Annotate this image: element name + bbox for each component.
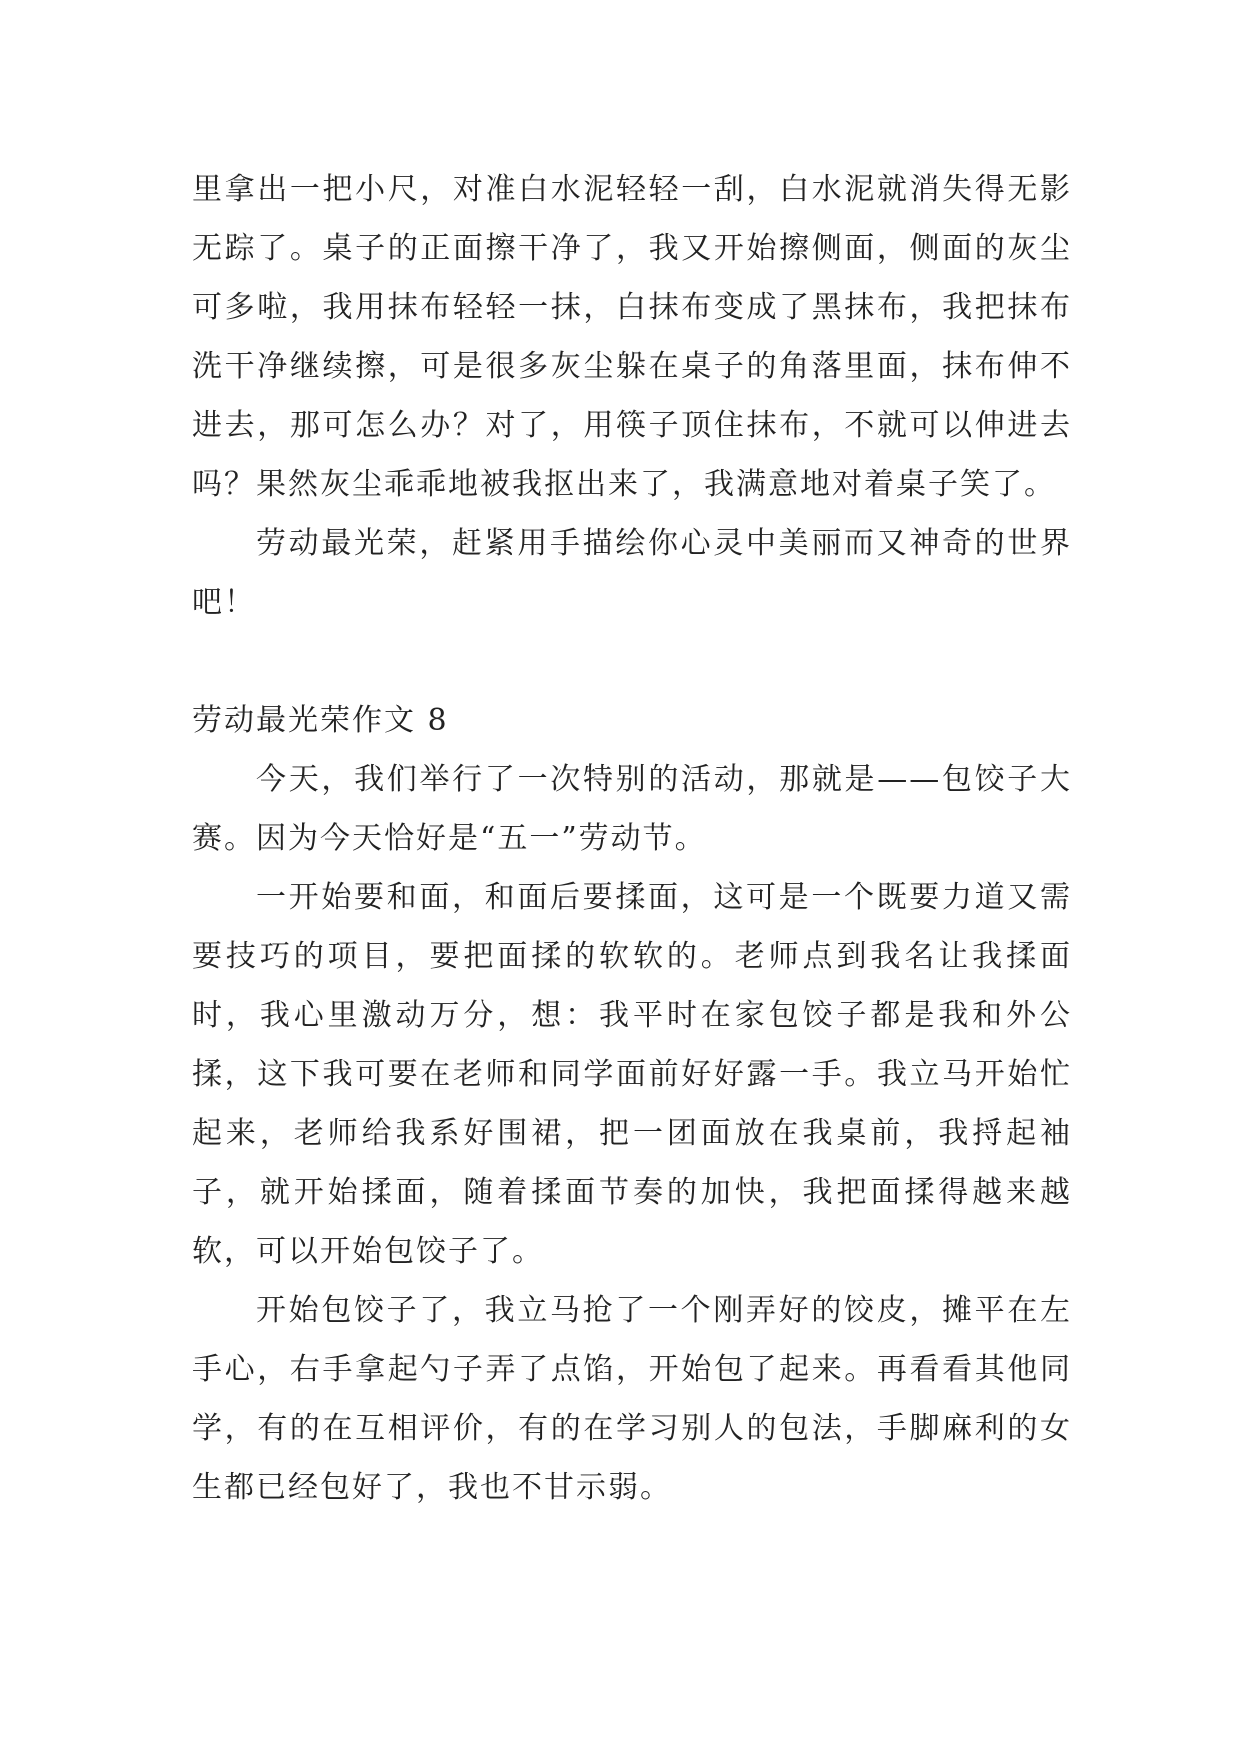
essay-title: 劳动最光荣作文 8	[192, 703, 449, 738]
essay-paragraph-3: 开始包饺子了，我立马抢了一个刚弄好的饺皮，摊平在左手心，右手拿起勺子弄了点馅，开始包了起来。再看看其他同学，有的在互相评价，有的在学习别人的包法，手脚麻利的女生都已经包好了，我也不甘示弱。	[192, 1293, 1072, 1505]
essay-paragraph-2: 一开始要和面，和面后要揉面，这可是一个既要力道又需要技巧的项目，要把面揉的软软的。老师点到我名让我揉面时，我心里激动万分，想：我平时在家包饺子都是我和外公揉，这下我可要在老师和同学面前好好露一手。我立马开始忙起来，老师给我系好围裙，把一团面放在我桌前，我捋起袖子，就开始揉面，随着揉面节奏的加快，我把面揉得越来越软，可以开始包饺子了。	[192, 880, 1072, 1269]
section-gap	[192, 632, 1072, 691]
document-page	[192, 160, 1072, 1517]
continued-paragraph: 里拿出一把小尺，对准白水泥轻轻一刮，白水泥就消失得无影无踪了。桌子的正面擦干净了，我又开始擦侧面，侧面的灰尘可多啦，我用抹布轻轻一抹，白抹布变成了黑抹布，我把抹布洗干净继续擦，可是很多灰尘躲在桌子的角落里面，抹布伸不进去，那可怎么办？对了，用筷子顶住抹布，不就可以伸进去吗？果然灰尘乖乖地被我抠出来了，我满意地对着桌子笑了。	[192, 172, 1072, 502]
closing-paragraph: 劳动最光荣，赶紧用手描绘你心灵中美丽而又神奇的世界吧！	[192, 526, 1072, 620]
essay-paragraph-1: 今天，我们举行了一次特别的活动，那就是——包饺子大赛。因为今天恰好是“五一”劳动节。	[192, 762, 1072, 856]
